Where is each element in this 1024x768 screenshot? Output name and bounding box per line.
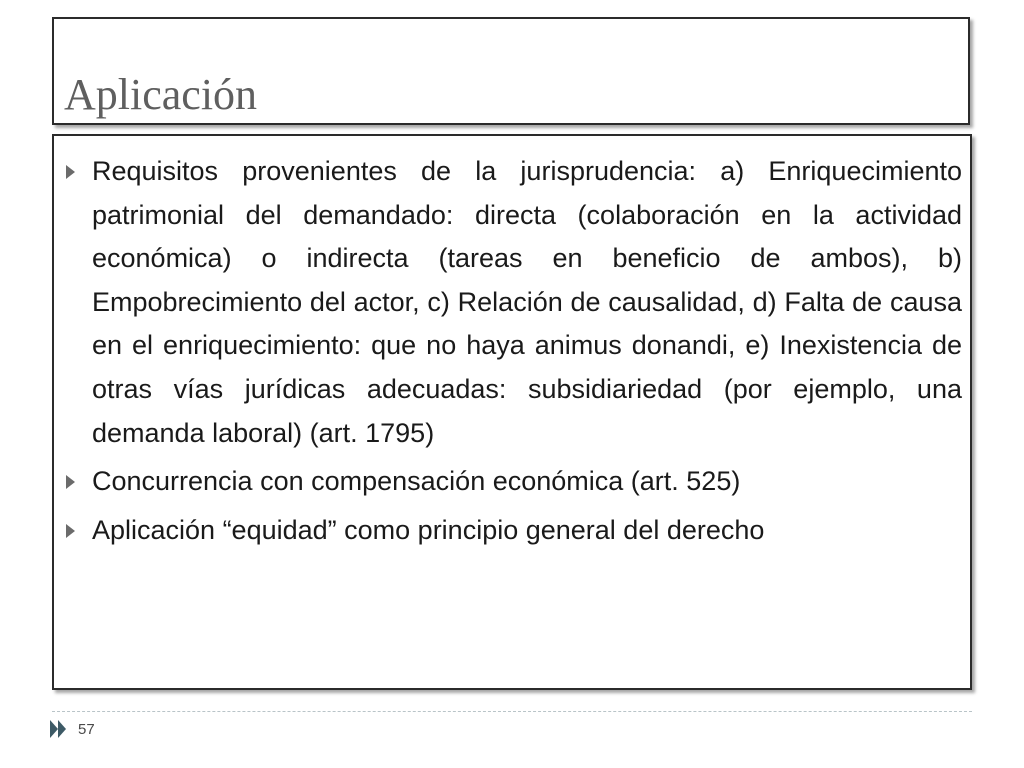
- triangle-right-icon: [66, 475, 75, 489]
- bullet-item: [54, 460, 970, 504]
- footer-divider: [52, 711, 972, 712]
- bullet-list: [54, 150, 970, 552]
- bullet-text: Requisitos provenientes de la jurisprudencia: a) Enriquecimiento patrimonial del demandado: directa (colaboración en la actividad económica) o indirecta (tareas en beneficio de ambos), b) Empobrecimiento del actor, c) Relación de causalidad, d) Falta de causa en el enriquecimiento: que no haya animus donandi, e) Inexistencia de otras vías jurídicas adecuadas: subsidiariedad (por ejemplo, una demanda laboral) (art. 1795): [92, 156, 962, 448]
- page-number: 57: [78, 721, 95, 738]
- slide-title: Aplicación: [64, 70, 258, 119]
- bullet-item: [54, 150, 970, 455]
- bullet-text: Concurrencia con compensación económica (art. 525): [92, 466, 741, 497]
- bullet-item: [54, 509, 970, 553]
- title-box: [52, 17, 970, 125]
- content-box: [52, 134, 972, 690]
- triangle-right-icon: [66, 524, 75, 538]
- bullet-text: Aplicación “equidad” como principio general del derecho: [92, 514, 765, 545]
- double-chevron-icon: [50, 720, 68, 738]
- triangle-right-icon: [66, 165, 75, 179]
